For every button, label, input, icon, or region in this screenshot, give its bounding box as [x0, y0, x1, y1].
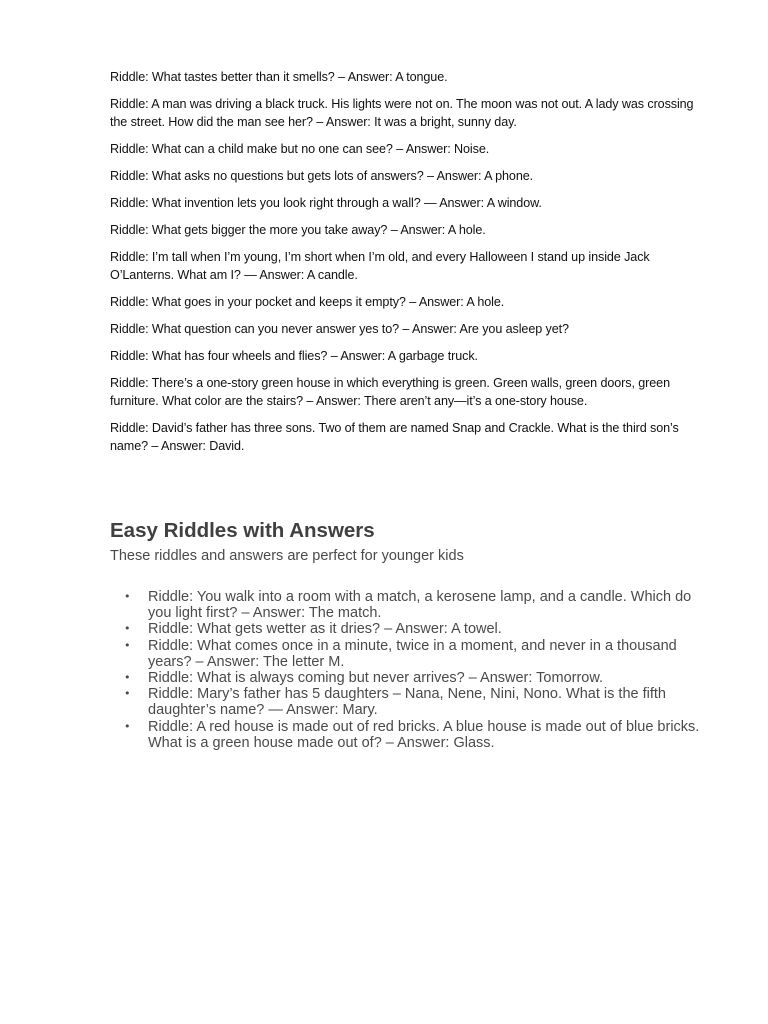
- list-item: [124, 686, 718, 719]
- riddle-list: [110, 68, 710, 464]
- riddle-paragraph: Riddle: What question can you never answer yes to? – Answer: Are you asleep yet?: [110, 322, 569, 336]
- riddle-paragraph: Riddle: I’m tall when I’m young, I’m short when I’m old, and every Halloween I stand up inside Jack O’Lanterns. What am I? — Answer: A candle.: [110, 250, 650, 282]
- list-item-text: Riddle: You walk into a room with a match, a kerosene lamp, and a candle. Which do you light first? – Answer: The match.: [148, 589, 692, 622]
- riddle-paragraph: Riddle: David’s father has three sons. Two of them are named Snap and Crackle. What is the third son’s name? – Answer: David.: [110, 421, 679, 453]
- list-item-text: Riddle: What gets wetter as it dries? – Answer: A towel.: [148, 621, 502, 638]
- easy-riddle-list: [124, 589, 718, 751]
- riddle-paragraph: Riddle: There’s a one-story green house in which everything is green. Green walls, green doors, green furniture. What color are the stairs? – Answer: There aren’t any—it’s a one-story house.: [110, 376, 670, 408]
- riddle-paragraph: Riddle: What invention lets you look right through a wall? — Answer: A window.: [110, 196, 542, 210]
- riddle-paragraph: Riddle: What tastes better than it smells? – Answer: A tongue.: [110, 70, 448, 84]
- bullet-icon: •: [124, 590, 131, 603]
- riddle-paragraph: Riddle: What can a child make but no one can see? – Answer: Noise.: [110, 142, 490, 156]
- riddle-paragraph: Riddle: What has four wheels and flies? – Answer: A garbage truck.: [110, 349, 478, 363]
- bullet-icon: •: [124, 671, 131, 685]
- bullet-icon: •: [124, 687, 131, 701]
- bullet-icon: •: [124, 638, 131, 652]
- list-item-text: Riddle: A red house is made out of red bricks. A blue house is made out of blue bricks. What is a green house made out of? – Answer: Glass.: [148, 718, 700, 751]
- list-item: [124, 718, 718, 751]
- riddle-paragraph: Riddle: What gets bigger the more you take away? – Answer: A hole.: [110, 223, 486, 237]
- riddle-paragraph: Riddle: A man was driving a black truck. His lights were not on. The moon was not out. A lady was crossing the street. How did the man see her? – Answer: It was a bright, sunny day.: [110, 97, 694, 129]
- list-item: [124, 589, 718, 622]
- section-heading: Easy Riddles with Answers: [110, 519, 375, 542]
- riddle-paragraph: Riddle: What asks no questions but gets lots of answers? – Answer: A phone.: [110, 169, 534, 183]
- list-item-text: Riddle: What comes once in a minute, twice in a moment, and never in a thousand years? – Answer: The letter M.: [148, 637, 677, 670]
- list-item-text: Riddle: What is always coming but never arrives? – Answer: Tomorrow.: [148, 670, 604, 687]
- list-item: [124, 637, 718, 670]
- bullet-icon: •: [124, 622, 131, 636]
- list-item-text: Riddle: Mary’s father has 5 daughters – Nana, Nene, Nini, Nono. What is the fifth daughter’s name? — Answer: Mary.: [148, 686, 666, 719]
- riddle-paragraph: Riddle: What goes in your pocket and keeps it empty? – Answer: A hole.: [110, 295, 505, 309]
- section-subtitle: These riddles and answers are perfect for younger kids: [110, 548, 464, 564]
- list-item: [124, 621, 718, 638]
- bullet-icon: •: [124, 719, 131, 733]
- list-item: [124, 670, 718, 687]
